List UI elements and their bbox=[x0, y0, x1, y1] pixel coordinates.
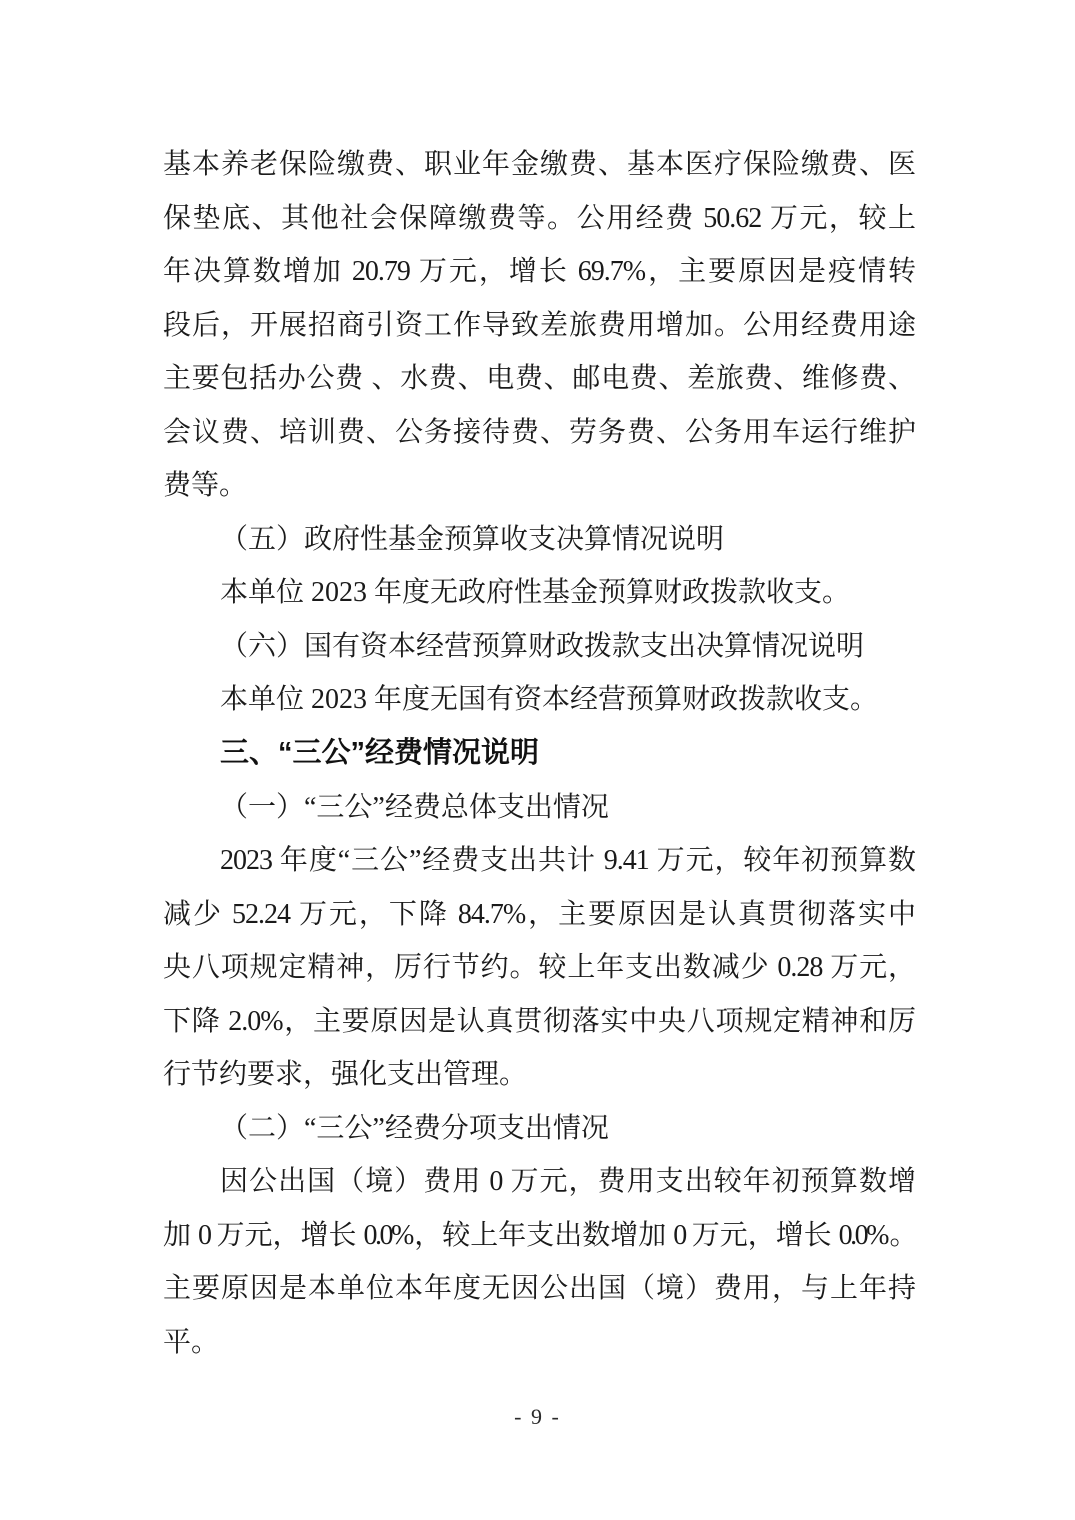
page-number: - 9 - bbox=[514, 1404, 561, 1429]
subsection-heading-2: （二）“三公”经费分项支出情况 bbox=[220, 1112, 609, 1144]
subsection-heading-1: （一）“三公”经费总体支出情况 bbox=[220, 791, 609, 823]
body-line-9: 本单位 2023 年度无政府性基金预算财政拨款收支。 bbox=[220, 577, 851, 609]
body-line-1: 基本养老保险缴费、职业年金缴费、基本医疗保险缴费、医 bbox=[163, 149, 915, 180]
body-line-23: 平。 bbox=[163, 1327, 220, 1359]
body-line-15: 减少 52.24 万元，下降 84.7%，主要原因是认真贯彻落实中 bbox=[163, 898, 915, 930]
body-line-21: 加 0 万元，增长 0.0%，较上年支出数增加 0 万元，增长 0.0%。 bbox=[163, 1219, 915, 1251]
body-line-11: 本单位 2023 年度无国有资本经营预算财政拨款收支。 bbox=[220, 684, 879, 716]
body-line-5: 主要包括办公费 、水费、电费、邮电费、差旅费、维修费、 bbox=[163, 363, 915, 395]
document-body bbox=[163, 138, 915, 1370]
body-line-14: 2023 年度“三公”经费支出共计 9.41 万元，较年初预算数 bbox=[220, 845, 915, 877]
body-line-6: 会议费、培训费、公务接待费、劳务费、公务用车运行维护 bbox=[163, 416, 915, 448]
body-line-16: 央八项规定精神，厉行节约。较上年支出数减少 0.28 万元， bbox=[163, 952, 915, 984]
body-line-4: 段后，开展招商引资工作导致差旅费用增加。公用经费用途 bbox=[163, 309, 915, 341]
chapter-heading-three-public-funds: 三、“三公”经费情况说明 bbox=[220, 737, 540, 770]
section-heading-5: （五）政府性基金预算收支决算情况说明 bbox=[220, 523, 725, 555]
body-line-17: 下降 2.0%，主要原因是认真贯彻落实中央八项规定精神和厉 bbox=[163, 1005, 915, 1037]
body-line-20: 因公出国（境）费用 0 万元，费用支出较年初预算数增 bbox=[220, 1166, 915, 1198]
body-line-18: 行节约要求，强化支出管理。 bbox=[163, 1059, 528, 1091]
body-line-7: 费等。 bbox=[163, 470, 248, 502]
body-line-3: 年决算数增加 20.79 万元，增长 69.7%，主要原因是疫情转 bbox=[163, 256, 915, 288]
body-line-22: 主要原因是本单位本年度无因公出国（境）费用，与上年持 bbox=[163, 1273, 915, 1305]
section-heading-6: （六）国有资本经营预算财政拨款支出决算情况说明 bbox=[220, 630, 865, 662]
body-line-2: 保垫底、其他社会保障缴费等。公用经费 50.62 万元，较上 bbox=[163, 202, 915, 234]
